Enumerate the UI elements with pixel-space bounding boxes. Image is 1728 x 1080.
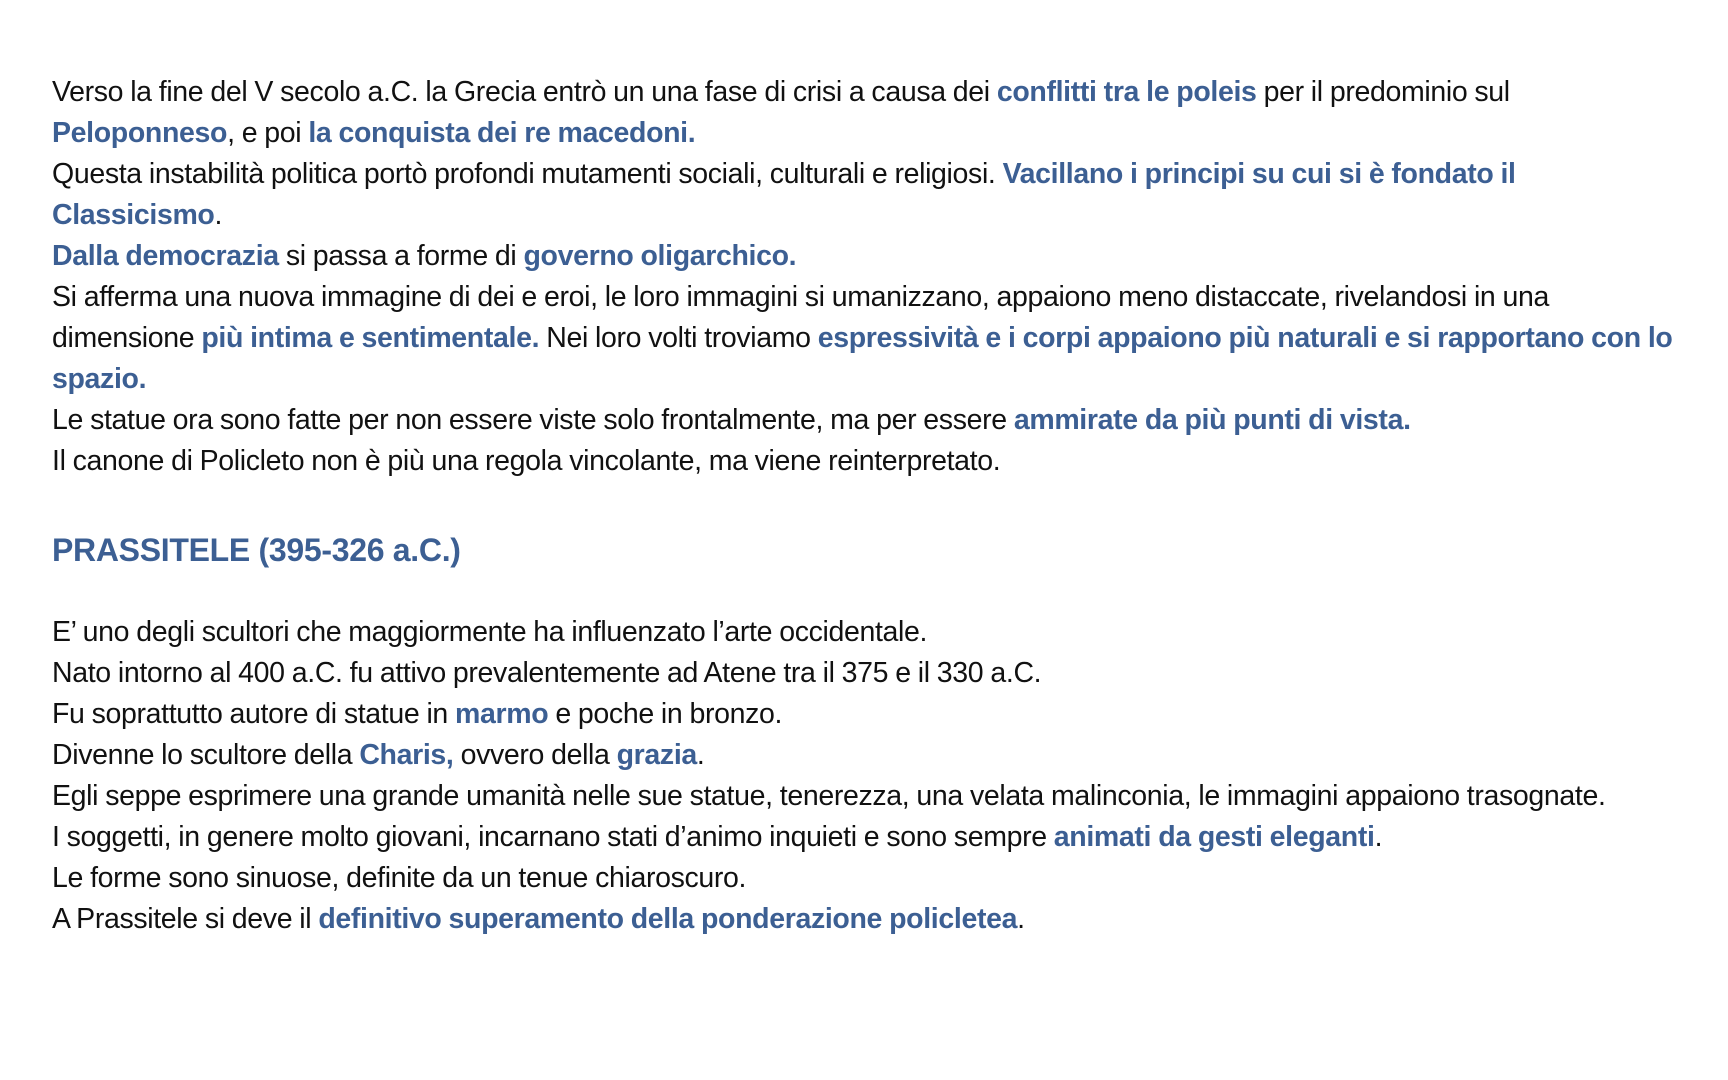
body-section <box>52 612 1692 940</box>
text-run: Nato intorno al 400 a.C. fu attivo prevalentemente ad Atene tra il 375 e il 330 a.C. <box>52 657 1042 689</box>
body-paragraph-6 <box>52 817 1692 858</box>
highlight-run: animati da gesti eleganti <box>1053 821 1375 853</box>
highlight-run: definitivo superamento della ponderazione policletea <box>318 903 1018 935</box>
text-run: . <box>1017 903 1025 935</box>
body-paragraph-3 <box>52 694 1692 735</box>
intro-section <box>52 72 1692 482</box>
body-paragraph-4 <box>52 735 1692 776</box>
body-paragraph-1 <box>52 612 1692 653</box>
intro-paragraph-2 <box>52 154 1692 236</box>
text-run: Le forme sono sinuose, definite da un tenue chiaroscuro. <box>52 862 747 894</box>
text-run: Verso la fine del V secolo a.C. la Grecia entrò un una fase di crisi a causa dei <box>52 76 997 108</box>
text-run: . <box>696 739 705 771</box>
text-run: Egli seppe esprimere una grande umanità nelle sue statue, tenerezza, una velata malinconia, le immagini appaiono trasognate. <box>52 780 1606 812</box>
highlight-run: marmo <box>455 698 549 730</box>
body-paragraph-2 <box>52 653 1692 694</box>
highlight-run: grazia <box>616 739 697 771</box>
text-run: per il predominio sul <box>1256 76 1510 108</box>
highlight-run: governo oligarchico. <box>523 240 797 272</box>
highlight-run: conflitti tra le poleis <box>996 76 1257 108</box>
highlight-run: Charis, <box>359 739 454 771</box>
highlight-run: la conquista dei re macedoni. <box>308 117 696 149</box>
section-heading: PRASSITELE (395-326 a.C.) <box>52 532 461 568</box>
intro-paragraph-1 <box>52 72 1692 154</box>
text-run: ovvero della <box>453 739 617 771</box>
spacer <box>52 572 1692 612</box>
text-run: A Prassitele si deve il <box>52 903 319 935</box>
highlight-run: Vacillano i principi su cui si è fondato il Classicismo <box>52 158 1516 231</box>
text-run: si passa a forme di <box>278 240 524 272</box>
highlight-run: espressività e i corpi appaiono più naturali e si rapportano con lo spazio. <box>52 322 1673 395</box>
text-run: Divenne lo scultore della <box>52 739 360 771</box>
body-paragraph-5 <box>52 776 1692 817</box>
text-run: Nei loro volti troviamo <box>539 322 818 354</box>
intro-paragraph-4 <box>52 277 1692 400</box>
text-run: Le statue ora sono fatte per non essere viste solo frontalmente, ma per essere <box>52 404 1014 436</box>
highlight-run: ammirate da più punti di vista. <box>1013 404 1411 436</box>
highlight-run: Dalla democrazia <box>52 240 279 272</box>
intro-paragraph-6 <box>52 441 1692 482</box>
intro-paragraph-5 <box>52 400 1692 441</box>
text-run: E’ uno degli scultori che maggiormente ha influenzato l’arte occidentale. <box>52 616 928 648</box>
highlight-run: Peloponneso <box>52 117 228 149</box>
body-paragraph-7 <box>52 858 1692 899</box>
text-run: Si afferma una nuova immagine di dei e eroi, le loro immagini si umanizzano, appaiono meno distaccate, rivelandosi in una dimensione <box>52 281 1549 354</box>
text-run: I soggetti, in genere molto giovani, incarnano stati d’animo inquieti e sono sempre <box>52 821 1054 853</box>
text-run: . <box>214 199 223 231</box>
intro-paragraph-3 <box>52 236 1692 277</box>
text-run: Questa instabilità politica portò profondi mutamenti sociali, culturali e religiosi. <box>52 158 1003 190</box>
text-run: e poche in bronzo. <box>548 698 783 730</box>
document-page <box>52 72 1692 940</box>
body-paragraph-8 <box>52 899 1692 940</box>
text-run: Il canone di Policleto non è più una regola vincolante, ma viene reinterpretato. <box>52 445 1001 477</box>
text-run: . <box>1374 821 1383 853</box>
text-run: Fu soprattutto autore di statue in <box>52 698 455 730</box>
spacer <box>52 482 1692 528</box>
text-run: , e poi <box>227 117 309 149</box>
highlight-run: più intima e sentimentale. <box>201 322 540 354</box>
